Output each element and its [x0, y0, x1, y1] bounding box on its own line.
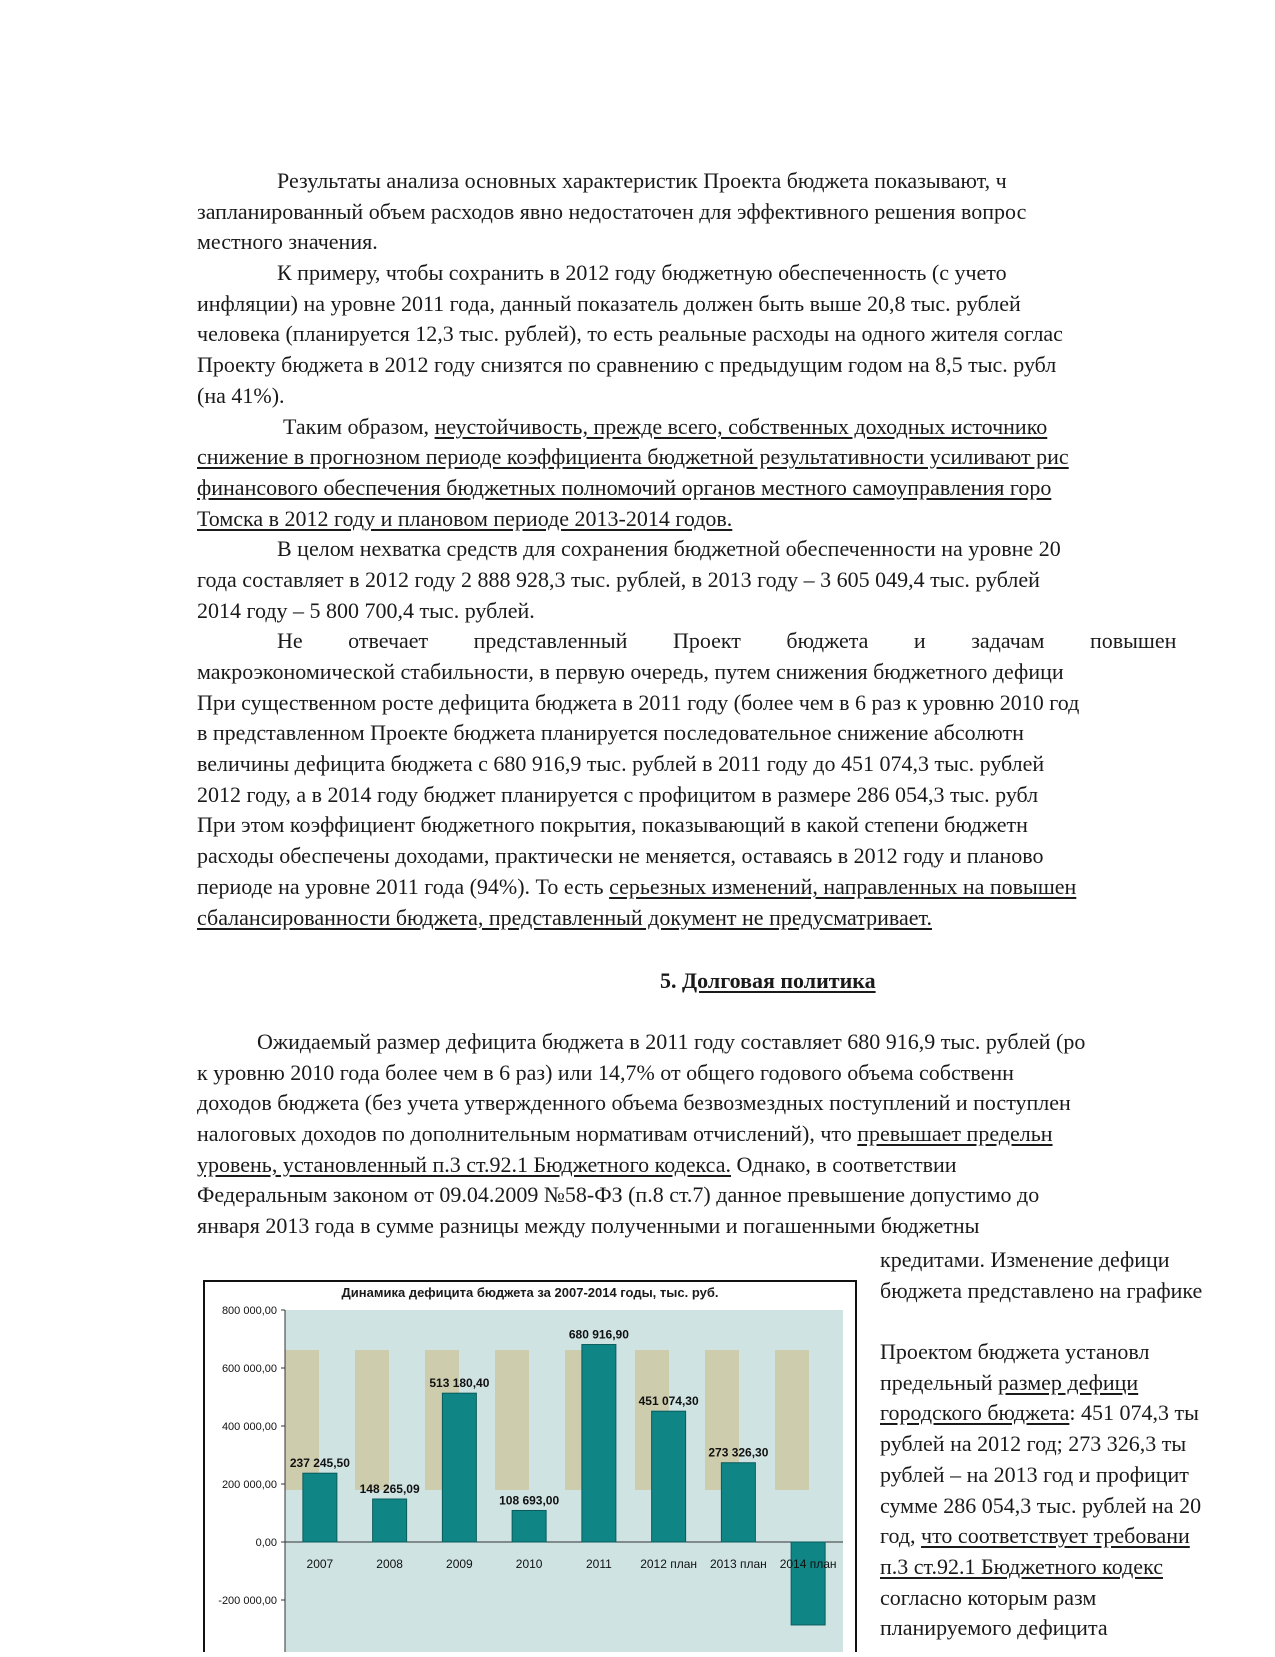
- text-line: величины дефицита бюджета с 680 916,9 тыс. рублей в 2011 году до 451 074,3 тыс. рублей: [197, 751, 1045, 777]
- underlined-text: сбалансированности бюджета, представленный документ не предусматривает.: [197, 904, 932, 930]
- text-line: [197, 504, 1275, 535]
- coin-stack-decoration: [355, 1350, 389, 1490]
- bar: [373, 1499, 407, 1542]
- text-line: доходов бюджета (без учета утвержденного объема безвозмездных поступлений и поступлен: [197, 1090, 1071, 1116]
- underlined-text: Томска в 2012 году и плановом периоде 2013-2014 годов.: [197, 505, 733, 531]
- data-label: 237 245,50: [289, 1456, 350, 1471]
- text-line: Не отвечает представленный Проект бюджета и задачам повышен: [277, 628, 1177, 654]
- y-tick-label: 600 000,00: [221, 1363, 277, 1375]
- data-label: 273 326,30: [708, 1445, 769, 1460]
- text-line: планируемого дефицита: [880, 1615, 1108, 1641]
- bar: [512, 1510, 546, 1542]
- underlined-text: городского бюджета: [880, 1400, 1070, 1426]
- bar: [303, 1473, 337, 1542]
- x-tick-label: 2011: [585, 1557, 612, 1571]
- coin-stack-decoration: [775, 1350, 809, 1490]
- text-fragment: предельный: [880, 1369, 999, 1395]
- text-line: местного значения.: [197, 229, 378, 255]
- text-line: [880, 1368, 1275, 1399]
- text-line: [197, 412, 1275, 443]
- chart-title: Динамика дефицита бюджета за 2007-2014 годы, тыс. руб.: [341, 1285, 719, 1300]
- x-tick-label: 2012 план: [640, 1557, 698, 1571]
- text-line: в представленном Проекте бюджета планируется последовательное снижение абсолютн: [197, 720, 1024, 746]
- section-5-text: [197, 1027, 1275, 1242]
- text-line: [197, 1150, 1275, 1181]
- underlined-text: что соответствует требовани: [921, 1523, 1190, 1549]
- deficit-chart: [203, 1280, 857, 1652]
- text-line: Ожидаемый размер дефицита бюджета в 2011 году составляет 680 916,9 тыс. рублей (ро: [257, 1029, 1086, 1054]
- text-line: Результаты анализа основных характеристик Проекта бюджета показывают, ч: [277, 168, 1007, 193]
- underlined-text: превышает предельн: [857, 1121, 1053, 1147]
- x-tick-label: 2009: [446, 1557, 473, 1571]
- text-fragment: Однако, в соответствии: [730, 1151, 957, 1177]
- text-line: Проекту бюджета в 2012 году снизятся по сравнению с предыдущим годом на 8,5 тыс. рубл: [197, 352, 1057, 378]
- text-line: 2012 году, а в 2014 году бюджет планируется с профицитом в размере 286 054,3 тыс. рубл: [197, 781, 1039, 807]
- y-tick-label: 800 000,00: [221, 1305, 277, 1317]
- text-line: [197, 872, 1275, 903]
- text-line: человека (планируется 12,3 тыс. рублей), то есть реальные расходы на одного жителя соглас: [197, 321, 1063, 347]
- text-line: сумме 286 054,3 тыс. рублей на 20: [880, 1492, 1202, 1518]
- paragraph-1: [197, 166, 1275, 258]
- text-line: бюджета представлено на графике: [880, 1277, 1203, 1303]
- text-line: 2014 году – 5 800 700,4 тыс. рублей.: [197, 597, 535, 623]
- bar: [442, 1393, 476, 1542]
- bar: [721, 1463, 755, 1542]
- bar: [582, 1345, 616, 1542]
- text-line: К примеру, чтобы сохранить в 2012 году бюджетную обеспеченность (с учето: [277, 260, 1007, 286]
- text-line: Федеральным законом от 09.04.2009 №58-ФЗ (п.8 ст.7) данное превышение допустимо до: [197, 1182, 1040, 1208]
- bar: [791, 1542, 825, 1625]
- text-line: января 2013 года в сумме разницы между полученными и погашенными бюджетны: [197, 1213, 980, 1239]
- text-line: к уровню 2010 года более чем в 6 раз) или 14,7% от общего годового объема собственн: [197, 1059, 1014, 1085]
- x-tick-label: 2007: [306, 1557, 334, 1571]
- data-label: 108 693,00: [499, 1493, 560, 1508]
- blank-line: [880, 1306, 1275, 1337]
- text-fragment: : 451 074,3 ты: [1069, 1400, 1199, 1426]
- text-line: расходы обеспечены доходами, практически не меняется, оставаясь в 2012 году и планово: [197, 843, 1044, 869]
- data-label: 148 265,09: [359, 1482, 420, 1497]
- text-fragment: Таким образом,: [283, 413, 435, 439]
- x-tick-label: 2008: [376, 1557, 403, 1571]
- text-line: года составляет в 2012 году 2 888 928,3 тыс. рублей, в 2013 году – 3 605 049,4 тыс. рублей: [197, 566, 1040, 592]
- underlined-text: размер дефици: [998, 1369, 1139, 1395]
- underlined-text: серьезных изменений, направленных на повышен: [609, 873, 1077, 899]
- data-label: 513 180,40: [429, 1376, 490, 1391]
- text-line: [197, 903, 1275, 934]
- text-line: запланированный объем расходов явно недостаточен для эффективного решения вопрос: [197, 198, 1027, 224]
- text-line: Проектом бюджета установл: [880, 1339, 1150, 1365]
- section-number: 5.: [660, 968, 682, 993]
- section-title: Долговая политика: [682, 968, 876, 993]
- data-label: 451 074,30: [638, 1394, 699, 1409]
- x-tick-label: 2014 план: [779, 1557, 837, 1571]
- text-line: кредитами. Изменение дефици: [880, 1247, 1170, 1272]
- coin-stack-decoration: [495, 1350, 529, 1490]
- paragraph-4: [197, 534, 1275, 626]
- text-line: инфляции) на уровне 2011 года, данный показатель должен быть выше 20,8 тыс. рублей: [197, 290, 1021, 316]
- text-line: В целом нехватка средств для сохранения бюджетной обеспеченности на уровне 20: [277, 536, 1061, 562]
- text-line: рублей на 2012 год; 273 326,3 ты: [880, 1431, 1187, 1457]
- text-fragment: год,: [880, 1523, 922, 1549]
- section-heading: [660, 968, 876, 994]
- bar: [652, 1411, 686, 1542]
- text-line: макроэкономической стабильности, в первую очередь, путем снижения бюджетного дефици: [197, 659, 1064, 684]
- underlined-text: неустойчивость, прежде всего, собственных доходных источнико: [434, 413, 1048, 439]
- underlined-text: уровень, установленный п.3 ст.92.1 Бюджетного кодекса.: [197, 1151, 731, 1177]
- text-line: согласно которым разм: [880, 1584, 1097, 1610]
- main-text: [197, 166, 1275, 933]
- y-tick-label: 400 000,00: [221, 1421, 277, 1433]
- x-tick-label: 2013 план: [709, 1557, 767, 1571]
- paragraph-5: [197, 626, 1275, 933]
- paragraph-2: [197, 258, 1275, 411]
- paragraph-3: [197, 412, 1275, 535]
- text-line: При этом коэффициент бюджетного покрытия, показывающий в какой степени бюджетн: [197, 812, 1028, 838]
- y-tick-label: 200 000,00: [221, 1479, 277, 1491]
- text-line: рублей – на 2013 год и профицит: [880, 1461, 1189, 1487]
- text-line: (на 41%).: [197, 382, 285, 408]
- text-fragment: периоде на уровне 2011 года (94%). То есть: [197, 873, 610, 899]
- text-line: При существенном росте дефицита бюджета в 2011 году (более чем в 6 раз к уровню 2010 год: [197, 689, 1080, 715]
- underlined-text: снижение в прогнозном периоде коэффициента бюджетной результативности усиливают рис: [197, 444, 1069, 470]
- y-tick-label: 0,00: [255, 1537, 277, 1549]
- text-line: [197, 1119, 1275, 1150]
- side-text: [880, 1245, 1275, 1644]
- text-line: [880, 1398, 1275, 1429]
- underlined-text: финансового обеспечения бюджетных полномочий органов местного самоуправления горо: [197, 474, 1052, 500]
- text-line: [880, 1552, 1275, 1583]
- chart-plot: [205, 1282, 855, 1652]
- text-line: [880, 1521, 1275, 1552]
- y-tick-label: -200 000,00: [218, 1595, 277, 1607]
- data-label: 680 916,90: [568, 1327, 629, 1342]
- text-fragment: налоговых доходов по дополнительным нормативам отчислений), что: [197, 1121, 858, 1147]
- underlined-text: п.3 ст.92.1 Бюджетного кодекс: [880, 1553, 1163, 1579]
- x-tick-label: 2010: [515, 1557, 543, 1571]
